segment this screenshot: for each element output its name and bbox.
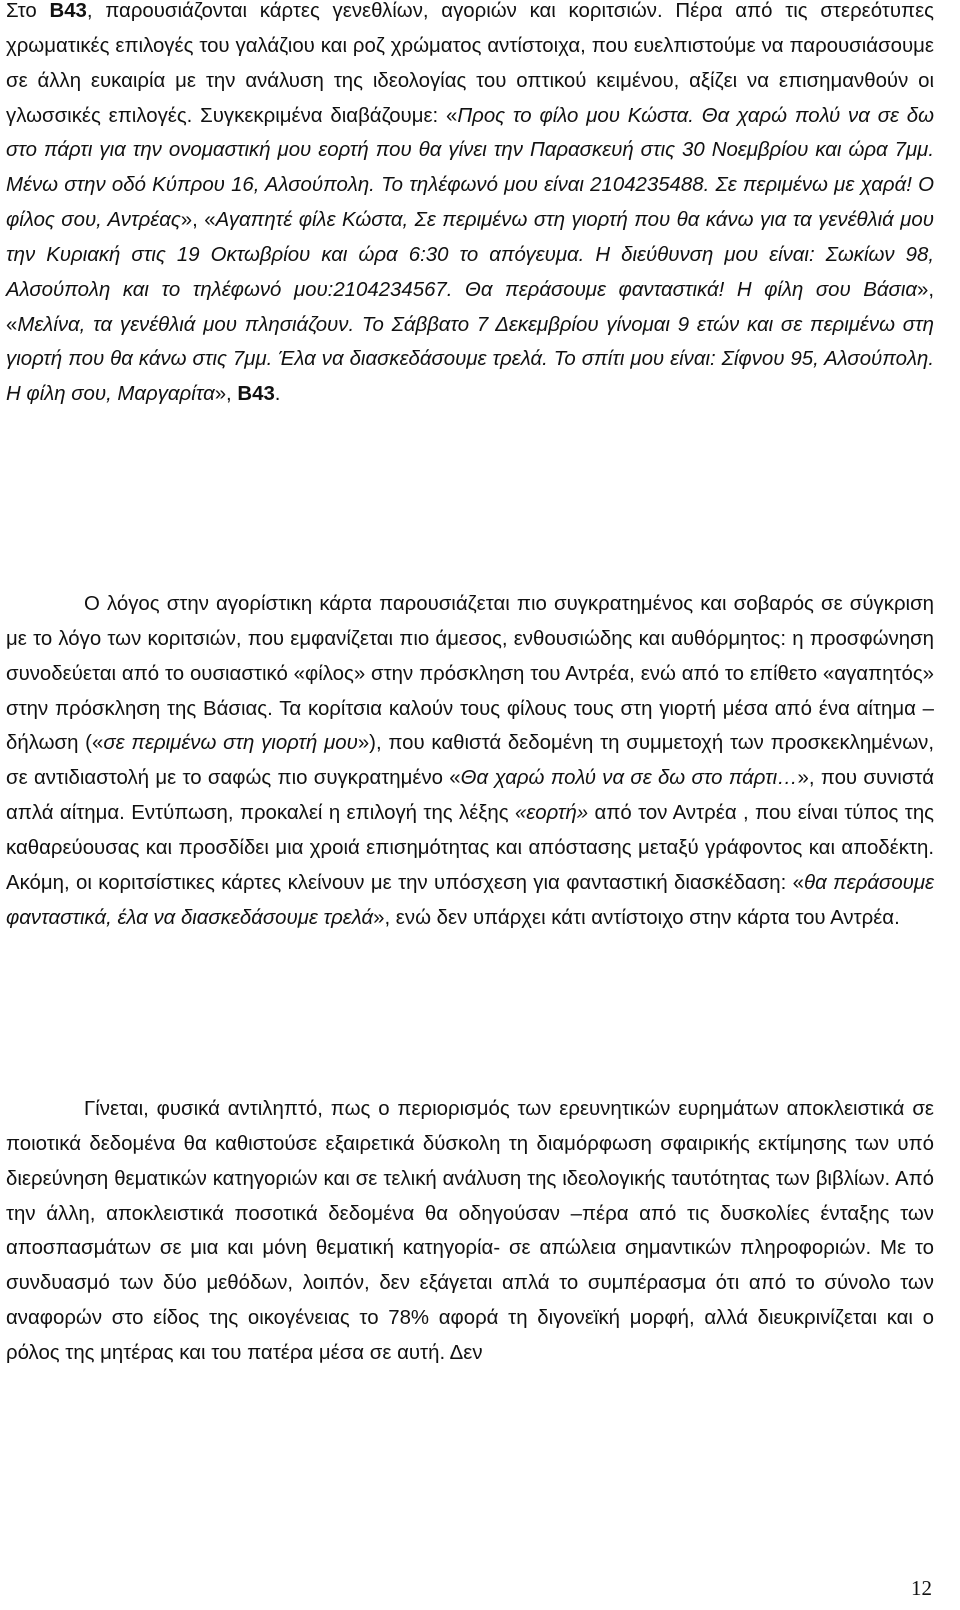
- paragraph-methodology: [6, 1092, 934, 1371]
- quote-italic: «εορτή»: [514, 802, 589, 825]
- text-run: .: [274, 383, 281, 406]
- text-run: »), που καθιστά δεδομένη τη συμμετοχή των προσκεκλημένων, σε αντιδιαστολή με το σαφώς πιο συγκρατημένο «: [6, 732, 934, 790]
- text-run: , παρουσιάζονται κάρτες γενεθλίων, αγοριών και κοριτσιών. Πέρα από τις στερεότυπες χρωματικές επιλογές του γαλάζιου και ροζ χρώματος αντίστοιχα, που ευελπιστούμε να παρουσιάσουμε σε άλλη ευκαιρία με την ανάλυση της ιδεολογίας του οπτικού κειμένου, αξίζει να επισημανθούν οι γλωσσικές επιλογές. Συγκεκριμένα διαβάζουμε: «: [6, 0, 934, 127]
- figure-reference: Β43: [237, 383, 275, 406]
- text-run: Γίνεται, φυσικά αντιληπτό, πως ο περιορισμός των ερευνητικών ευρημάτων αποκλειστικά σε ποιοτικά δεδομένα θα καθιστούσε εξαιρετικά δύσκολη τη διαμόρφωση σφαιρικής εκτίμησης των υπό διερεύνηση θεματικών κατηγοριών και σε τελική ανάλυση της ιδεολογικής ταυτότητας των βιβλίων. Από την άλλη, αποκλειστικά ποσοτικά δεδομένα θα οδηγούσαν –πέρα από τις δυσκολίες ένταξης των αποσπασμάτων σε μια και μόνη θεματική κατηγορία- σε απώλεια σημαντικών πληροφοριών. Με το συνδυασμό των δύο μεθόδων, λοιπόν, δεν εξάγεται απλά το συμπέρασμα ότι από το σύνολο των αναφορών στο είδος της οικογένειας το 78% αφορά τη διγονεϊκή μορφή, αλλά διευκρινίζεται και ο ρόλος της μητέρας και του πατέρα μέσα σε αυτή. Δεν: [6, 1098, 934, 1364]
- quote-italic: θα περάσουμε φανταστικά, έλα να διασκεδάσουμε τρελά: [6, 871, 935, 929]
- text-run: », που συνιστά απλά αίτημα. Εντύπωση, προκαλεί η επιλογή της λέξης: [6, 767, 934, 825]
- quote-girl-card-margarita: Μελίνα, τα γενέθλιά μου πλησιάζουν. Το Σάββατο 7 Δεκεμβρίου γίνομαι 9 ετών και σε περιμένω στη γιορτή που θα κάνω στις 7μμ. Έλα να διασκεδάσουμε τρελά. Το σπίτι μου είναι: Σίφνου 95, Αλσούπολη. Η φίλη σου, Μαργαρίτα: [6, 313, 934, 406]
- page-number: 12: [911, 1576, 932, 1600]
- text-run: »,: [214, 383, 238, 406]
- paragraph-discourse-analysis: [6, 587, 934, 935]
- paragraph-greeting-cards: [6, 0, 934, 412]
- quote-boy-card: Προς το φίλο μου Κώστα. Θα χαρώ πολύ να σε δω στο πάρτι για την ονομαστική μου εορτή που θα γίνει την Παρασκευή στις 30 Νοεμβρίου και ώρα 7μμ. Μένω στην οδό Κύπρου 16, Αλσούπολη. Το τηλέφωνό μου είναι 2104235488. Σε περιμένω με χαρά! Ο φίλος σου, Αντρέας: [6, 104, 934, 232]
- text-run: Ο λόγος στην αγορίστικη κάρτα παρουσιάζεται πιο συγκρατημένος και σοβαρός σε σύγκριση με το λόγο των κοριτσιών, που εμφανίζεται πιο άμεσος, ενθουσιώδης και αυθόρμητος: η προσφώνηση συνοδεύεται από το ουσιαστικό «φίλος» στην πρόσκληση του Αντρέα, ενώ από το επίθετο «αγαπητός» στην πρόσκληση της Βάσιας. Τα κορίτσια καλούν τους φίλους τους στη γιορτή μέσα από ένα αίτημα – δήλωση («: [6, 593, 934, 755]
- quote-girl-card-vasia: Αγαπητέ φίλε Κώστα, Σε περιμένω στη γιορτή που θα κάνω για τα γενέθλιά μου την Κυριακή στις 19 Οκτωβρίου και ώρα 6:30 το απόγευμα. Η διεύθυνση μου είναι: Σωκίων 98, Αλσούπολη και το τηλέφωνό μου:2104234567. Θα περάσουμε φανταστικά! Η φίλη σου Βάσια: [6, 209, 934, 301]
- quote-italic: Θα χαρώ πολύ να σε δω στο πάρτι…: [460, 767, 798, 790]
- text-run: », ενώ δεν υπάρχει κάτι αντίστοιχο στην κάρτα του Αντρέα.: [373, 906, 900, 929]
- text-run: από τον Αντρέα , που είναι τύπος της καθαρεύουσας και προσδίδει μια χροιά επισημότητας και απόστασης μεταξύ γράφοντος και αποδέκτη. Ακόμη, οι κοριτσίστικες κάρτες κλείνουν με την υπόσχεση για φανταστική διασκέδαση: «: [6, 802, 934, 894]
- text-run: », «: [180, 209, 216, 232]
- text-run: Στο: [6, 0, 50, 22]
- text-run: », «: [6, 278, 934, 336]
- quote-italic: σε περιμένω στη γιορτή μου: [103, 732, 358, 755]
- figure-reference: Β43: [49, 0, 87, 22]
